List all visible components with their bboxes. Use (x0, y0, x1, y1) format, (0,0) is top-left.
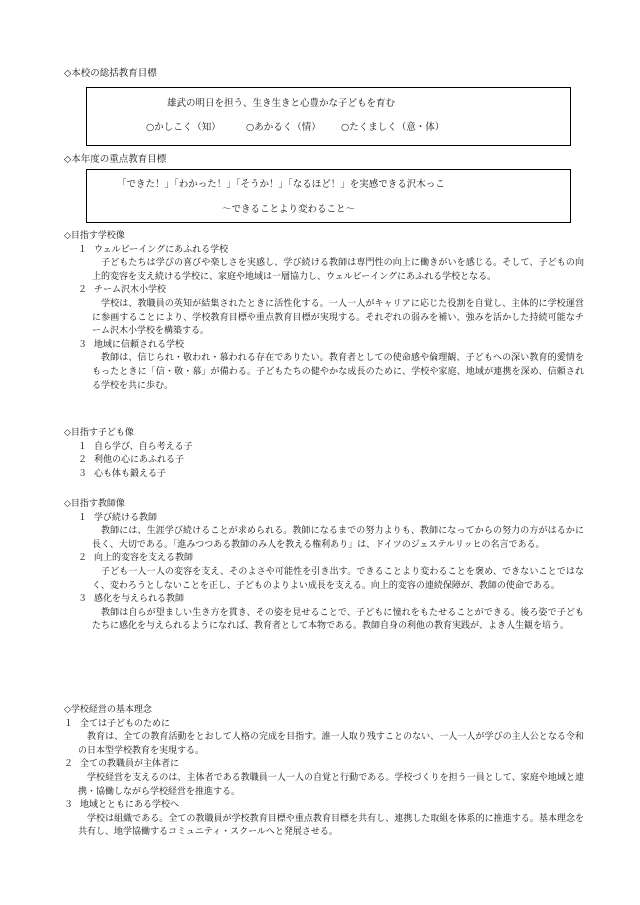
child-item (64, 468, 584, 482)
item-title: ウェルビーイングにあふれる学校 (94, 244, 229, 255)
section-school-vision (64, 230, 584, 393)
item-body: 教師には、生涯学び続けることが求められる。教師になるまでの努力よりも、教師になってからの努力の方がはるかに長く、大切である。「進みつつある教師のみ人を教える権利あり」は、ドイツのジェステルリッヒの名言である。 (92, 526, 584, 550)
item-number: ３ (78, 594, 88, 605)
principle-item (64, 799, 584, 840)
section-child-vision (64, 427, 584, 481)
priority-goal-box (86, 169, 571, 223)
pillar-cheer: ○あかるく（情） (246, 122, 321, 133)
item-number: ２ (78, 553, 88, 564)
item-title: 自ら学び、自ら考える子 (94, 441, 193, 452)
item-number: ２ (78, 285, 88, 296)
item-title: チーム沢木小学校 (94, 285, 167, 296)
vision-item (64, 244, 584, 285)
child-item (64, 441, 584, 455)
section-heading-school-vision: ◇目指す学校像 (64, 231, 125, 241)
section-heading-priority-goal: ◇本年度の重点教育目標 (64, 154, 167, 165)
item-title: 心も体も鍛える子 (94, 468, 167, 479)
section-management-principles (64, 704, 584, 840)
item-title: 利他の心にあふれる子 (94, 455, 185, 466)
pillar-wisdom: ○かしこく（知） (146, 122, 221, 133)
item-body: 子ども一人一人の変容を支え、そのよさや可能性を引き出す。できることより変わることを褒め、できないことではなく、変わろうとしないことを正し、子どものよりよい成長を支える。向上的変容の連続保障が、教師の使命である。 (92, 566, 584, 591)
item-number: １ (78, 441, 88, 452)
item-number: ３ (64, 800, 74, 811)
child-item (64, 454, 584, 468)
section-heading-management-principles: ◇学校経営の基本理念 (64, 705, 152, 715)
overall-goal-motto: 雄武の明日を担う、生き生きと心豊かな子どもを育む (167, 98, 396, 109)
item-body: 学校は、教職員の英知が結集されたときに活性化する。一人一人がキャリアに応じた役割を自覚し、主体的に学校運営に参画することにより、学校教育目標や重点教育目標が実現する。それぞれの弱みを補い、強みを活かした持続可能なチーム沢木小学校を構築する。 (92, 298, 584, 337)
vision-item (64, 284, 584, 338)
pillar-strength: ○たくましく（意・体） (341, 122, 445, 133)
teacher-item (64, 593, 584, 634)
item-title: 地域に信頼される学校 (94, 339, 185, 350)
teacher-item (64, 512, 584, 553)
principle-item (64, 718, 584, 759)
item-body: 子どもたちは学びの喜びや楽しさを実感し、学び続ける教師は専門性の向上に働きがいを感じる。そして、子どもの向上的変容を支え続ける学校に、家庭や地域は一層協力し、ウェルビーイングにあふれる学校となる。 (92, 258, 584, 282)
section-teacher-vision (64, 498, 584, 634)
item-title: 感化を与えられる教師 (94, 594, 185, 605)
item-number: ３ (78, 468, 88, 479)
item-title: 全ての教職員が主体者に (80, 759, 180, 770)
item-number: １ (64, 718, 74, 729)
section-heading-child-vision: ◇目指す子ども像 (64, 428, 134, 438)
item-number: ２ (64, 759, 74, 770)
item-title: 向上的変容を支える教師 (94, 553, 194, 564)
item-body: 学校経営を支えるのは、主体者である教職員一人一人の自覚と行動である。学校づくりを担う一員として、家庭や地域と連携・協働しながら学校経営を推進する。 (78, 772, 584, 797)
item-title: 地域とともにある学校へ (80, 800, 180, 811)
principle-item (64, 758, 584, 799)
section-heading-teacher-vision: ◇目指す教師像 (64, 499, 125, 509)
priority-goal-line1: 「できた！」「わかった！」「そうか！」「なるほど！」を実感できる沢木っこ (117, 179, 445, 190)
teacher-item (64, 552, 584, 593)
item-title: 全ては子どものために (80, 718, 171, 729)
section-heading-overall-goal: ◇本校の総括教育目標 (64, 68, 157, 79)
overall-goal-box (86, 87, 571, 146)
item-number: ３ (78, 339, 88, 350)
item-body: 教育は、全ての教育活動をとおして人格の完成を目指す。誰一人取り残すことのない、一人一人が学びの主人公となる令和の日本型学校教育を実現する。 (78, 732, 584, 756)
priority-goal-line2: ～できることより変わること～ (222, 204, 356, 215)
item-body: 教師は、信じられ・敬われ・慕われる存在でありたい。教育者としての使命感や倫理観、子どもへの深い教育的愛情をもったときに「信・敬・慕」が備わる。子どもたちの健やかな成長のために、学校や家庭、地域が連携を深め、信頼される学校を共に歩む。 (92, 353, 584, 391)
item-number: １ (78, 244, 88, 255)
item-body: 教師は自らが望ましい生き方を貫き、その姿を見せることで、子どもに憧れをもたせることができる。後ろ姿で子どもたちに感化を与えられるようになれば、教育者として本物である。教師自身の利他の教育実践が、よき人生観を培う。 (92, 607, 584, 632)
item-number: １ (78, 512, 88, 523)
item-title: 学び続ける教師 (94, 512, 158, 523)
vision-item (64, 339, 584, 393)
item-body: 学校は組織である。全ての教職員が学校教育目標や重点教育目標を共有し、連携した取組を体系的に推進する。基本理念を共有し、地学協働するコミュニティ・スクールへと発展させる。 (78, 813, 584, 838)
item-number: ２ (78, 455, 88, 466)
